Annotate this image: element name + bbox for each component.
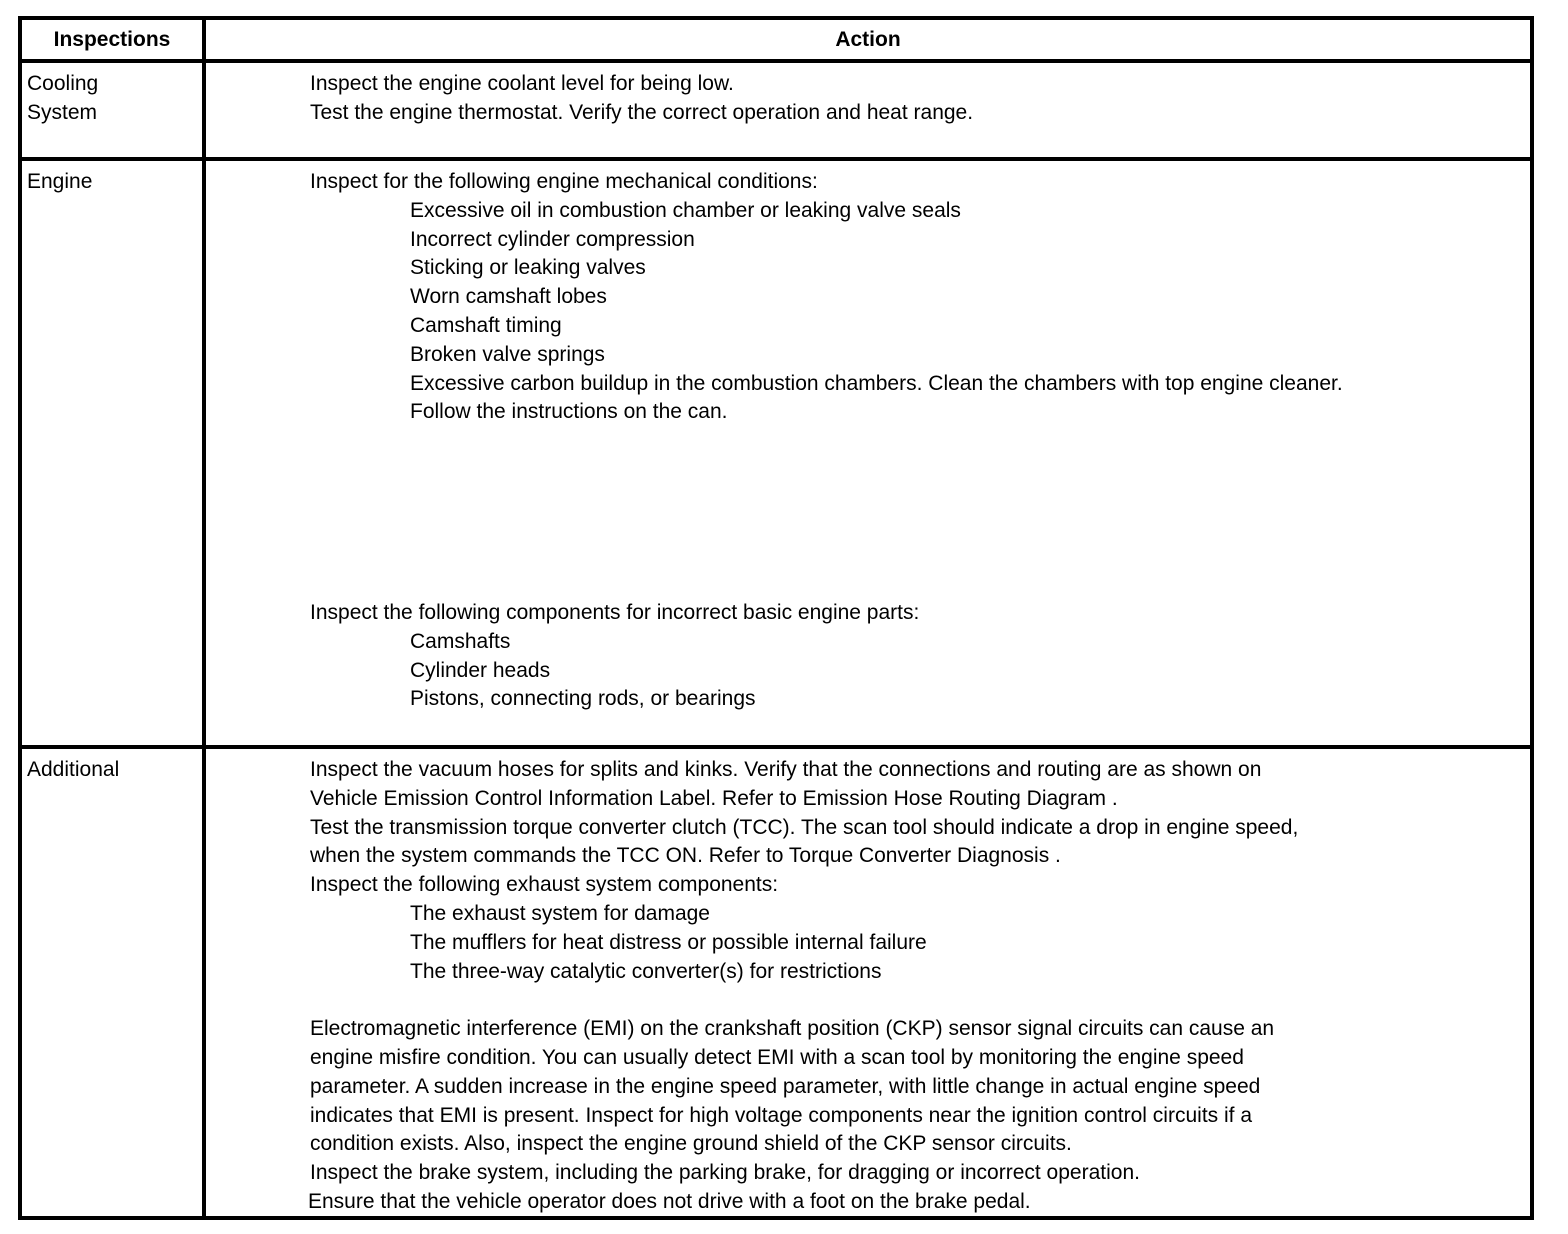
list-item: Sticking or leaking valves	[410, 256, 646, 280]
list-item: Worn camshaft lobes	[410, 285, 607, 309]
action-line: Ensure that the vehicle operator does not drive with a foot on the brake pedal.	[308, 1189, 1031, 1213]
list-item: Camshaft timing	[410, 313, 562, 337]
list-item: Cylinder heads	[410, 658, 551, 682]
column-divider	[202, 20, 206, 1216]
label-line: Cooling	[27, 72, 99, 95]
header-inspections: Inspections	[53, 28, 171, 51]
action-engine-mechanical	[310, 168, 1526, 427]
list-item: The mufflers for heat distress or possible internal failure	[410, 930, 927, 954]
action-line: parameter. A sudden increase in the engine speed parameter, with little change in actual engine speed	[310, 1074, 1261, 1098]
group-intro: Inspect for the following engine mechanical conditions:	[310, 170, 818, 193]
action-line: Inspect the vacuum hoses for splits and kinks. Verify that the connections and routing are as shown on	[310, 758, 1262, 781]
row-label-engine	[27, 168, 197, 197]
list-item: Incorrect cylinder compression	[410, 227, 695, 251]
group-intro: Inspect the following exhaust system components:	[310, 873, 779, 897]
action-line: engine misfire condition. You can usually detect EMI with a scan tool by monitoring the engine speed	[310, 1045, 1244, 1069]
action-line: Inspect the engine coolant level for being low.	[310, 72, 734, 95]
label-line: Engine	[27, 170, 93, 193]
action-line: indicates that EMI is present. Inspect for high voltage components near the ignition control circuits if a	[310, 1103, 1252, 1127]
action-line: Vehicle Emission Control Information Label. Refer to Emission Hose Routing Diagram .	[310, 786, 1118, 810]
list-item: Pistons, connecting rods, or bearings	[410, 687, 756, 711]
row-label-additional	[27, 756, 197, 785]
action-line: Inspect the brake system, including the parking brake, for dragging or incorrect operation.	[310, 1161, 1140, 1185]
list-item: The three-way catalytic converter(s) for restrictions	[410, 959, 882, 983]
action-engine-parts	[310, 599, 1526, 714]
list-item: Excessive carbon buildup in the combustion chambers. Clean the chambers with top engine cleaner.	[410, 371, 1343, 395]
row-label-cooling-system	[27, 70, 197, 128]
inspection-table	[18, 16, 1534, 1220]
action-cooling-system	[310, 70, 1526, 128]
row-divider-engine	[22, 745, 1530, 749]
list-item: Excessive oil in combustion chamber or leaking valve seals	[410, 198, 961, 222]
label-line: Additional	[27, 758, 120, 781]
action-line: when the system commands the TCC ON. Refer to Torque Converter Diagnosis .	[310, 844, 1061, 868]
action-line: Test the engine thermostat. Verify the correct operation and heat range.	[310, 100, 974, 124]
list-item: Follow the instructions on the can.	[410, 400, 728, 424]
group-intro: Inspect the following components for incorrect basic engine parts:	[310, 601, 920, 624]
list-item: Broken valve springs	[410, 342, 605, 366]
action-line: condition exists. Also, inspect the engine ground shield of the CKP sensor circuits.	[310, 1132, 1072, 1156]
header-action: Action	[835, 28, 901, 51]
list-item: The exhaust system for damage	[410, 901, 710, 925]
list-item: Camshafts	[410, 629, 511, 653]
row-divider-cooling	[22, 157, 1530, 161]
action-line: Test the transmission torque converter clutch (TCC). The scan tool should indicate a drop in engine speed,	[310, 815, 1299, 839]
spacer	[310, 986, 1526, 1015]
label-line: System	[27, 100, 98, 124]
action-additional	[310, 756, 1526, 1217]
action-line: Electromagnetic interference (EMI) on the crankshaft position (CKP) sensor signal circuits can cause an	[310, 1017, 1275, 1041]
